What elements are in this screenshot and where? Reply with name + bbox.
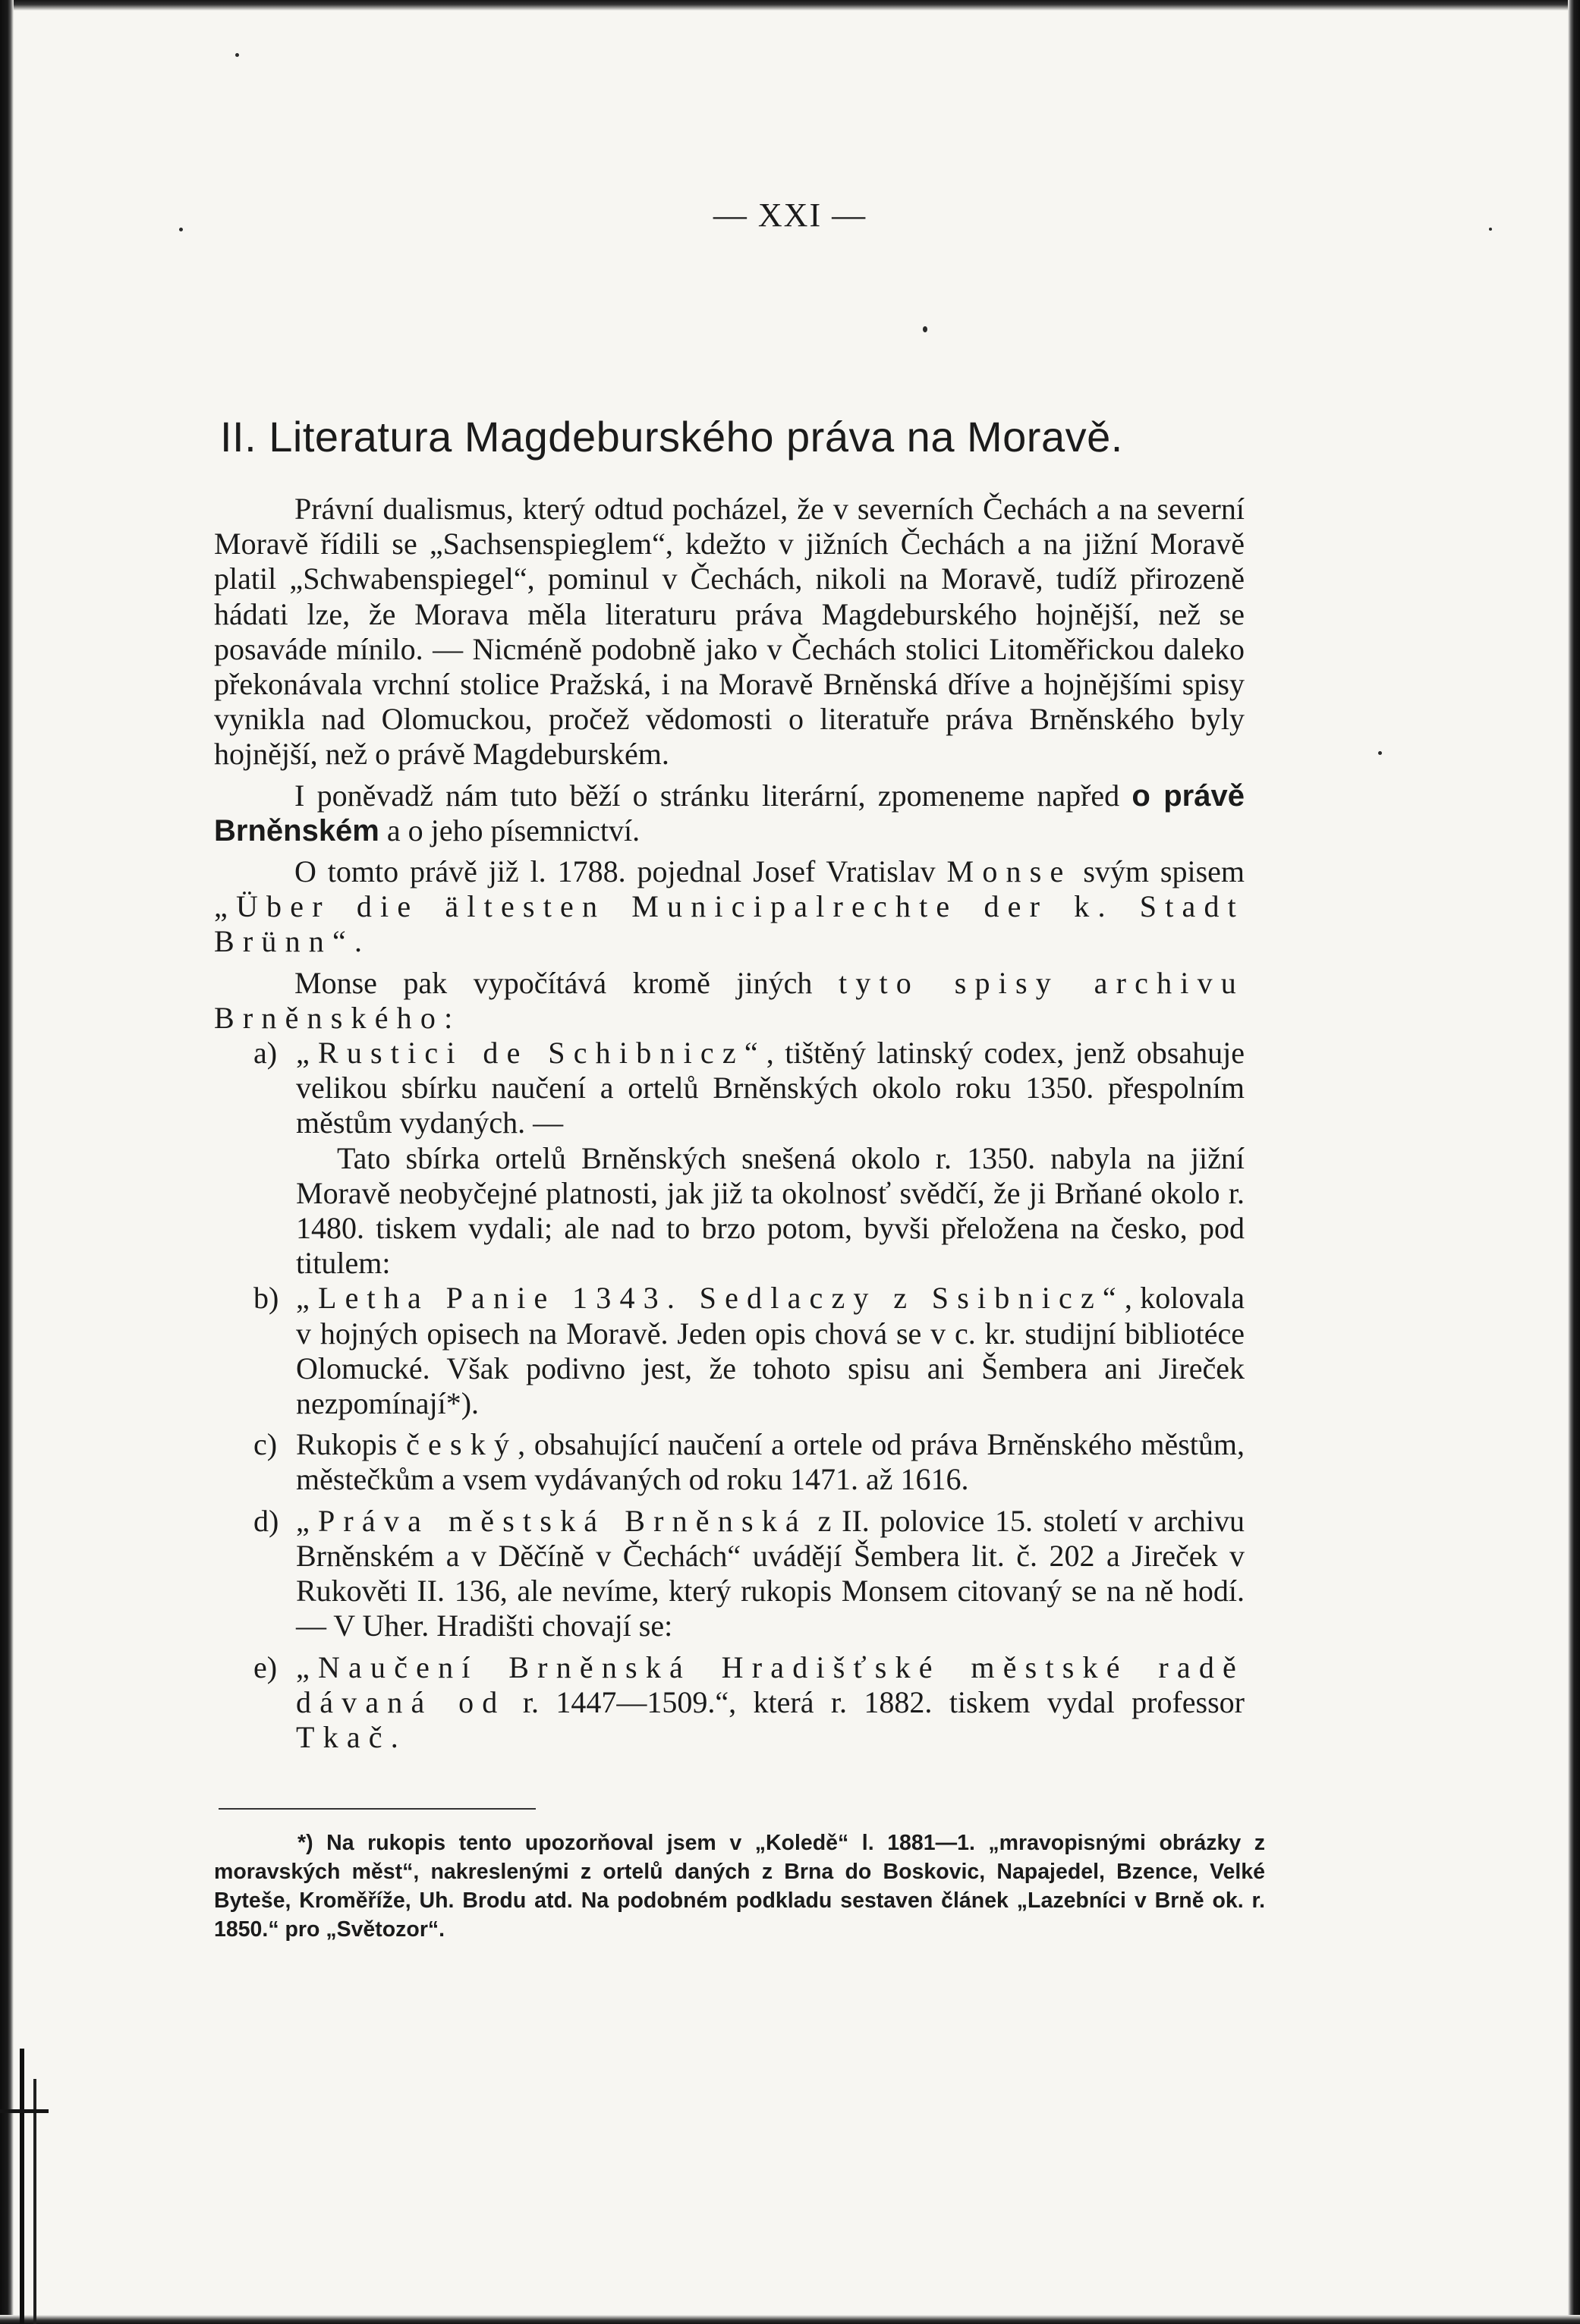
footnote-rule (219, 1808, 536, 1810)
scan-speck (923, 326, 927, 332)
list-marker: c) (253, 1427, 278, 1462)
paragraph-monse: O tomto právě již l. 1788. pojednal Josef Vratislav Monse svým spisem „Über die ältesten Municipalrechte der k. Stadt Brünn“. (214, 854, 1245, 959)
page-number: — XXI — (713, 197, 867, 234)
list-item-a: a) „Rustici de Schibnicz“, tištěný latinský codex, jenž obsahuje velikou sbírku naučení a ortelů Brněnských okolo roku 1350. přespolním městům vydaných. — (214, 1036, 1245, 1141)
chapter-title: II. Literatura Magdeburského práva na Moravě. (220, 413, 1123, 461)
footnote-text: *) Na rukopis tento upozorňoval jsem v „Koledě“ l. 1881—1. „mravopisnými obrázky z moravských měst“, nakreslenými z ortelů daných z Brna do Boskovic, Napajedel, Bzence, Velké Byteše, Kroměříže, Uh. Brodu atd. Na podobném podkladu sestaven článek „Lazebníci v Brně ok. r. 1850.“ pro „Světozor“. (214, 1831, 1265, 1942)
book-spine-edge (0, 2049, 53, 2324)
paragraph-list-intro: Monse pak vypočítává kromě jiných tyto spisy archivu Brněnského: (214, 965, 1245, 1035)
footnote (214, 1829, 1265, 1944)
main-text (214, 492, 1245, 1755)
list-marker: e) (253, 1649, 278, 1684)
scan-border-bottom (0, 2315, 1580, 2324)
scan-border-left (0, 0, 14, 2324)
list-item-a-note: Tato sbírka ortelů Brněnských snešená okolo r. 1350. nabyla na jižní Moravě neobyčejné platnosti, jak již ta okolnosť svědčí, že ji Brňané okolo r. 1480. tiskem vydali; ale nad to brzo potom, byvši přeložena na česko, pod titulem: (296, 1140, 1245, 1281)
list-item-c: c) Rukopis český, obsahující naučení a ortele od práva Brněnského městům, městečkům a vsem vydávaných od roku 1471. až 1616. (214, 1427, 1245, 1497)
paragraph-brno-law: I poněvadž nám tuto běží o stránku literární, zpomeneme napřed o právě Brněnském a o jeho písemnictví. (214, 778, 1245, 848)
paragraph-dualism: Právní dualismus, který odtud pocházel, že v severních Čechách a na severní Moravě řídili se „Sachsenspieglem“, kdežto v jižních Čechách a na jižní Moravě platil „Schwabenspiegel“, pominul v Čechách, nikoli na Moravě, tudíž přirozeně hádati lze, že Morava měla literaturu práva Magdeburského hojnější, než se posaváde mínilo. — Nicméně podobně jako v Čechách stolici Litoměřickou daleko překonávala vrchní stolice Pražská, i na Moravě Brněnská dříve a hojnějšími spisy vynikla nad Olomuckou, pročež vědomosti o literatuře práva Brněnského byly hojnější, než o právě Magdeburském. (214, 492, 1245, 772)
book-title: „Über die ältesten Municipalrechte der k. Stadt Brünn“. (214, 889, 1245, 959)
scan-border-right (1568, 0, 1580, 2324)
list-item-e: e) „Naučení Brněnská Hradišťské městské radě dávaná od r. 1447—1509.“, která r. 1882. tiskem vydal professor Tkač. (214, 1650, 1245, 1756)
list-marker: d) (253, 1503, 279, 1538)
list-item-d: d) „Práva městská Brněnská z II. polovice 15. století v archivu Brněnském a v Děčíně v Čechách“ uvádějí Šembera lit. č. 202 a Jireček v Rukověti II. 136, ale nevíme, který rukopis Monsem citovaný se na ně hodí. — V Uher. Hradišti chovají se: (214, 1504, 1245, 1644)
scan-speck (235, 53, 239, 57)
list-marker: b) (253, 1281, 279, 1316)
scan-speck (1378, 751, 1382, 755)
list-marker: a) (253, 1036, 278, 1071)
list-item-b: b) „Letha Panie 1343. Sedlaczy z Ssibnicz“, kolovala v hojných opisech na Moravě. Jeden opis chová se v c. kr. studijní bibliotéce Olomucké. Však podivno jest, že tohoto spisu ani Šembera ani Jireček nezpomínají*). (214, 1281, 1245, 1421)
emphasis-brno-law: o právě Brněnském (214, 778, 1245, 848)
scan-border-top (0, 0, 1580, 11)
author-name: Monse (946, 854, 1072, 889)
